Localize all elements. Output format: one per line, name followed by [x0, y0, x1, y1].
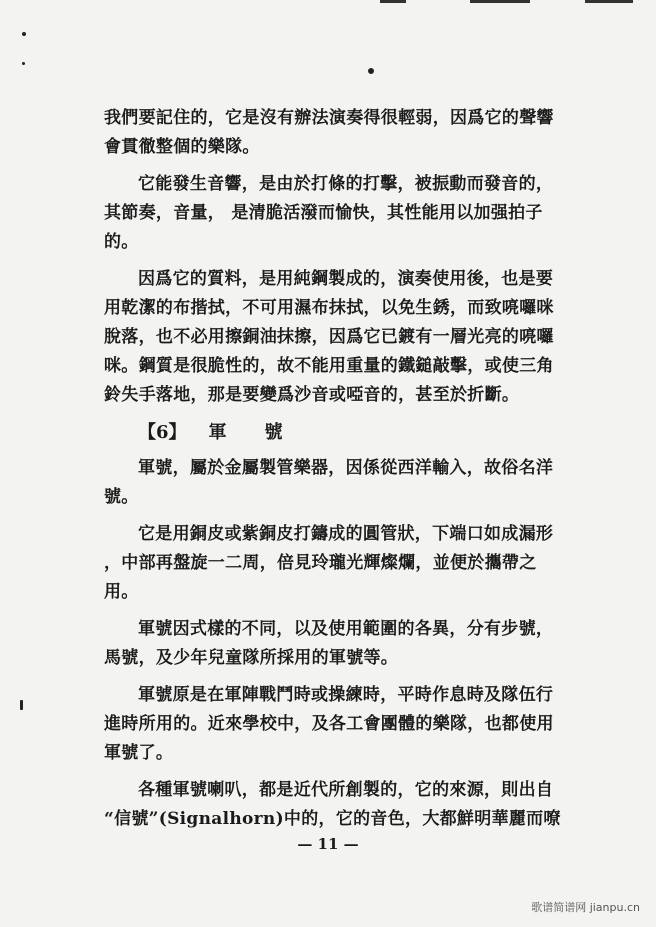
text-line: 會貫徹整個的樂隊。	[104, 137, 260, 157]
text-line: 脫落，也不必用擦銅油抹擦，因爲它已鍍有一層光亮的喨囉	[104, 327, 554, 347]
paragraph	[104, 776, 594, 834]
text-line: 鈴失手落地，那是要變爲沙音或啞音的，甚至於折斷。	[104, 385, 520, 405]
scan-edge-mark	[380, 0, 406, 3]
section-number: 【6】	[138, 422, 187, 443]
scan-speck	[20, 700, 23, 710]
text-line: 我們要記住的，它是沒有辦法演奏得很輕弱，因爲它的聲響	[104, 108, 554, 128]
scan-speck	[368, 68, 374, 74]
text-line: 軍號因式樣的不同，以及使用範圍的各異，分有步號，	[138, 619, 554, 639]
page-number: — 11 —	[297, 835, 359, 853]
text-block-triangle	[104, 104, 594, 410]
text-line: 軍號，屬於金屬製管樂器，因係從西洋輸入，故俗名洋	[138, 458, 554, 478]
paragraph	[104, 681, 594, 768]
text-line: 它是用銅皮或紫銅皮打鑄成的圓管狀，下端口如成漏形	[138, 524, 554, 544]
scan-speck	[22, 62, 25, 65]
paragraph	[104, 520, 594, 607]
text-line: 進時所用的。近來學校中，及各工會團體的樂隊，也都使用	[104, 714, 554, 734]
text-line: 軍號了。	[104, 743, 174, 763]
text-line: 軍號原是在軍陣戰鬥時或操練時，平時作息時及隊伍行	[138, 685, 554, 705]
section-title-char-1: 軍	[208, 422, 227, 443]
text-line: 各種軍號喇叭，都是近代所創製的，它的來源，則出自	[138, 780, 554, 800]
text-line: 咪。鋼質是很脆性的，故不能用重量的鐵鎚敲擊，或使三角	[104, 356, 554, 376]
paragraph	[104, 454, 594, 512]
scan-edge-mark	[470, 0, 530, 3]
site-watermark: 歌谱简谱网 jianpu.cn	[531, 901, 640, 914]
paragraph	[104, 170, 594, 257]
text-line: 的。	[104, 232, 139, 252]
section-title-char-2: 號	[264, 422, 283, 443]
text-line: 它能發生音響，是由於打條的打擊，被振動而發音的，	[138, 174, 554, 194]
page-body	[104, 104, 594, 842]
paragraph	[104, 265, 594, 410]
text-line: 號。	[104, 487, 139, 507]
text-line: 用乾潔的布揩拭，不可用濕布抹拭，以免生銹，而致喨囉咪	[104, 298, 554, 318]
text-line: ，中部再盤旋一二周，倍見玲瓏光輝燦爛，並便於攜帶之	[104, 553, 537, 573]
scan-edge-mark	[585, 0, 633, 3]
paragraph	[104, 615, 594, 673]
paragraph	[104, 104, 594, 162]
text-line: 其節奏，音量， 是清脆活潑而愉快，其性能用以加强拍子	[104, 203, 543, 223]
text-line: 因爲它的質料，是用純鋼製成的，演奏使用後，也是要	[138, 269, 554, 289]
text-line: 用。	[104, 582, 139, 602]
text-block-bugle	[104, 454, 594, 834]
section-heading	[104, 418, 594, 448]
text-line: “信號”(Signalhorn)中的，它的音色，大都鮮明華麗而嘹	[104, 809, 561, 829]
scan-speck	[22, 32, 26, 36]
text-line: 馬號，及少年兒童隊所採用的軍號等。	[104, 648, 399, 668]
